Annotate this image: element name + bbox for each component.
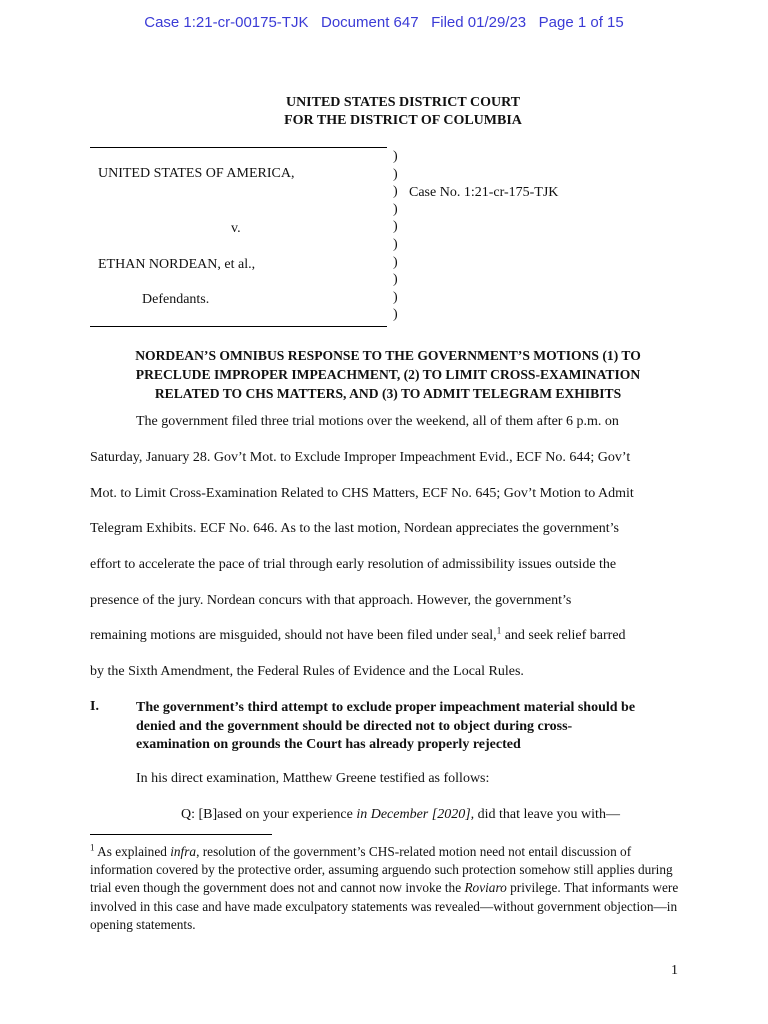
caption-case-number: Case No. 1:21-cr-175-TJK	[409, 185, 559, 200]
ecf-page-indicator: Page 1 of 15	[538, 14, 624, 31]
section-heading-line3: examination on grounds the Court has already properly rejected	[136, 737, 521, 752]
ecf-header	[0, 14, 768, 31]
body-line-6: presence of the jury. Nordean concurs with that approach. However, the government’s	[90, 593, 572, 608]
body-line-8: by the Sixth Amendment, the Federal Rules of Evidence and the Local Rules.	[90, 664, 524, 679]
testimony-question: Q: [B]ased on your experience in December [2020], did that leave you with—	[181, 807, 620, 822]
section-heading-line1: The government’s third attempt to exclude proper impeachment material should be	[136, 700, 636, 715]
body-line-4: Telegram Exhibits. ECF No. 646. As to the last motion, Nordean appreciates the government’s	[90, 521, 619, 536]
ecf-case-number: Case 1:21-cr-00175-TJK	[144, 14, 309, 31]
section-number: I.	[90, 699, 99, 714]
ecf-filed-date: Filed 01/29/23	[431, 14, 527, 31]
footnote-marker: 1	[90, 842, 95, 853]
footnote-reference[interactable]: 1	[496, 625, 502, 636]
body-line-5: effort to accelerate the pace of trial through early resolution of admissibility issues outside the	[90, 557, 617, 572]
footnote-separator	[90, 834, 272, 835]
testimony-intro: In his direct examination, Matthew Greene testified as follows:	[136, 771, 490, 786]
ecf-document-number: Document 647	[321, 14, 419, 31]
motion-title-line3: RELATED TO CHS MATTERS, AND (3) TO ADMIT TELEGRAM EXHIBITS	[154, 386, 622, 401]
caption-defendant: ETHAN NORDEAN, et al.,	[98, 257, 256, 272]
motion-title-line1: NORDEAN’S OMNIBUS RESPONSE TO THE GOVERNMENT’S MOTIONS (1) TO	[135, 348, 641, 363]
section-heading-line2: denied and the government should be directed not to object during cross-	[136, 718, 573, 734]
body-line-7: remaining motions are misguided, should not have been filed under seal,$^1$ and seek relief barred	[90, 625, 626, 643]
body-line-3: Mot. to Limit Cross-Examination Related to CHS Matters, ECF No. 645; Gov’t Motion to Admit	[90, 486, 634, 501]
court-name-line1: UNITED STATES DISTRICT COURT	[285, 95, 521, 110]
footnote-1: $^1$ As explained infra, resolution of the government’s CHS-related motion need not entail discussion of information covered by the protective order, assuming arguendo such protection somehow still applies during trial even though the government does not and cannot now invoke the Roviaro privilege. That informants were involved in this case and have made exculpatory statements was revealed—without government objection—in opening statements.	[90, 842, 679, 932]
caption-top-rule	[90, 147, 387, 148]
caption-bottom-rule	[90, 326, 387, 327]
court-name-line2: FOR THE DISTRICT OF COLUMBIA	[284, 113, 522, 128]
caption-defendant-role: Defendants.	[142, 292, 210, 307]
motion-title	[90, 346, 686, 403]
motion-title-line2: PRECLUDE IMPROPER IMPEACHMENT, (2) TO LIMIT CROSS-EXAMINATION	[135, 367, 641, 382]
page-number: 1	[671, 963, 678, 978]
body-line-2: Saturday, January 28. Gov’t Mot. to Exclude Improper Impeachment Evid., ECF No. 644; Gov’t	[90, 450, 631, 465]
caption-versus: v.	[231, 221, 241, 236]
section-heading	[136, 699, 686, 755]
caption-plaintiff: UNITED STATES OF AMERICA,	[98, 166, 295, 181]
body-line-1: The government filed three trial motions over the weekend, all of them after 6 p.m. on	[136, 414, 619, 429]
caption-parenthesis-column: ) ) ) ) ) ) ) ) ) )	[393, 149, 398, 323]
